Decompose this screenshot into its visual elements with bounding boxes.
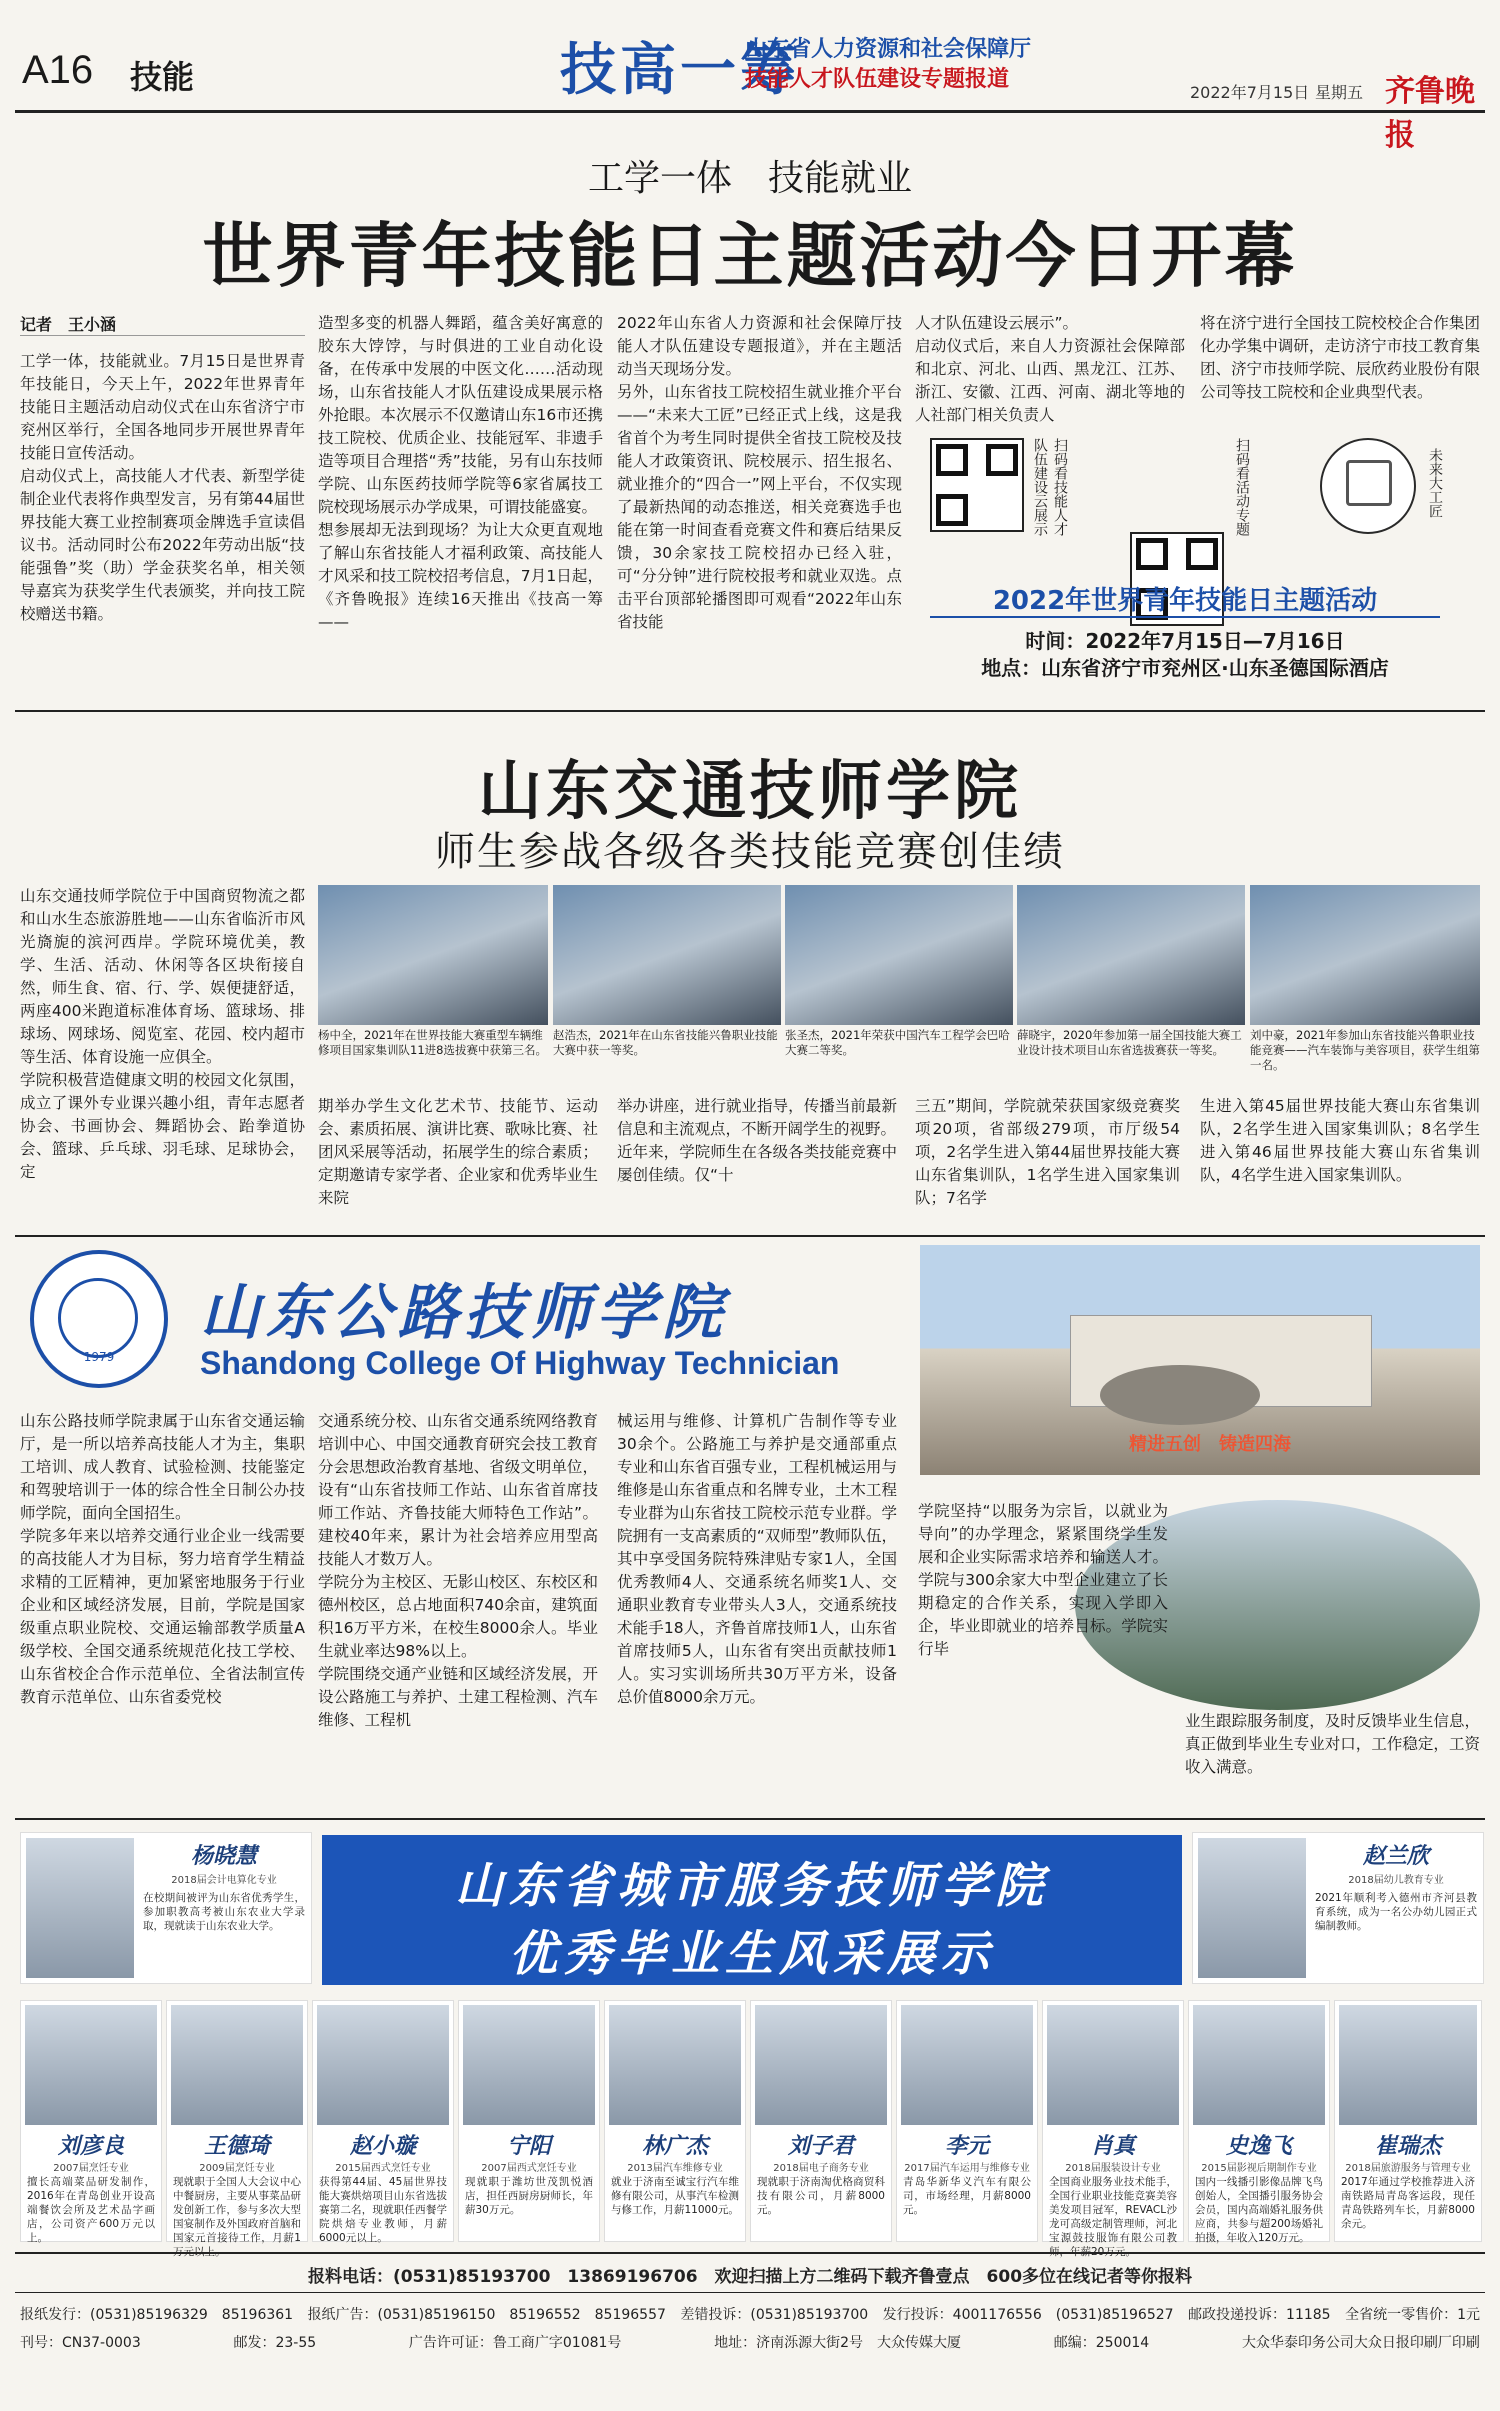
graduate-major: 2018届电子商务专业 (773, 2163, 869, 2174)
graduate-card (312, 2000, 454, 2242)
article2-col5: 生进入第45届世界技能大赛山东省集训队，2名学生进入国家集训队；8名学生进入第46届世界技能大赛山东省集训队，4名学生进入国家集训队。 (1200, 1097, 1480, 1184)
graduate-card (1188, 2000, 1330, 2242)
graduate-major: 2017届汽车运用与维修专业 (904, 2163, 1030, 2174)
qr1-label: 扫码看技能人才队伍建设云展示 (1032, 438, 1068, 536)
graduate-desc: 2021年顺利考入德州市齐河县教育系统，成为一名公办幼儿园正式编制教师。 (1315, 1892, 1477, 1932)
article1-byline: 记者 王小涵 (20, 312, 305, 336)
graduate-desc: 就业于济南至诚宝行汽车维修有限公司，从事汽车检测与修工作，月薪11000元。 (611, 2176, 739, 2216)
graduate-name: 肖真 (1090, 2133, 1135, 2159)
graduate-photo (463, 2005, 595, 2125)
footer-rule-top (15, 2252, 1485, 2254)
series-title: 技能人才队伍建设专题报道 (745, 67, 1010, 92)
graduate-desc: 现就职于全国人大会议中心中餐厨房，主要从事菜品研发创新工作，参与多次大型国宴制作及外国政府首脑和国家元首接待工作，月薪1 (173, 2176, 301, 2244)
future-craftsman-logo (1320, 438, 1416, 534)
graduate-major: 2018届幼儿教育专业 (1348, 1875, 1444, 1886)
footer-postal-complaint: 邮政投递投诉：11185 (1188, 2307, 1331, 2323)
graduate-major: 2007届烹饪专业 (53, 2163, 129, 2174)
graduate-desc: 2017年通过学校推荐进入济南铁路局青岛客运段，现任青岛铁路列车长，月薪8000余元。 (1341, 2176, 1475, 2230)
article3-col1: 山东公路技师学院隶属于山东省交通运输厅，是一所以培养高技能人才为主，集职工培训、成人教育、试验检测、技能鉴定和驾驶培训于一体的综合性全日制公办技师学院，面向全国招生。 学院多年来以培养交通行业企业一线需要的高技能人才为目标，努力培育学生精益求精的工匠精神，更加紧密地服务于行业企业和区域经济发展，目前，学院是国家级重点职业院校、交通运输部教学质量A级学校、全国交通系统规范化技工学校、山东省校企合作示范单位、全省法制宣传教育示范单位、山东省委党校 (20, 1412, 305, 1706)
article1-col2: 造型多变的机器人舞蹈，蕴含美好寓意的胶东大饽饽，与时俱进的工业自动化设备，在传承中发展的中医文化……活动现场，山东省技能人才队伍建设成果展示格外抢眼。本次展示不仅邀请山东16市还携技工院校、优质企业、技能冠军、非遗手造等项目合理搭“秀”技能，另有山东技师学院、山东医药技师学院等6家省属技工院校现场展示办学成果，可谓技能盛宴。 想参展却无法到现场？为让大众更直观地了解山东省技能人才福利政策、高技能人才风采和技工院校招考信息，7月1日起，《齐鲁晚报》连续16天推出《技高一筹—— (318, 314, 603, 631)
graduate-card (458, 2000, 600, 2242)
photo-yang-zhongquan (318, 885, 548, 1025)
banner-subtitle: 优秀毕业生风采展示 (508, 1926, 995, 1982)
graduate-name: 王德琦 (203, 2133, 270, 2159)
caption-photo-2: 赵浩杰，2021年在山东省技能兴鲁职业技能大赛中获一等奖。 (553, 1028, 778, 1057)
graduate-photo (901, 2005, 1033, 2125)
graduate-name: 赵兰欣 (1362, 1843, 1429, 1869)
graduate-card (20, 2000, 162, 2242)
qr3-label: 未来大工匠 (1427, 448, 1443, 518)
graduate-desc: 擅长高端菜品研发制作，2016年在青岛创业开设高端餐饮会所及艺术品字画店，公司资产600万元以上。 (27, 2176, 155, 2244)
graduate-photo (171, 2005, 303, 2125)
article2-headline: 山东交通技师学院 (478, 754, 1022, 829)
caption-photo-3: 张圣杰，2021年荣获中国汽车工程学会巴哈大赛二等奖。 (785, 1028, 1010, 1057)
footer-price: 全省统一零售价：1元 (1345, 2307, 1480, 2323)
article3-college-name: 山东公路技师学院 (200, 1278, 728, 1348)
event-place: 地点：山东省济宁市兖州区·山东圣德国际酒店 (981, 656, 1389, 680)
graduate-card (604, 2000, 746, 2242)
issue-date: 2022年7月15日 (1190, 83, 1310, 102)
graduate-name: 李元 (944, 2133, 989, 2159)
footer-zip: 邮编：250014 (1053, 2335, 1150, 2351)
footer-address: 地址：济南泺源大街2号 大众传媒大厦 (714, 2335, 962, 2351)
article3-col2: 交通系统分校、山东省交通系统网络教育培训中心、中国交通教育研究会技工教育分会思想政治教育基地、省级文明单位，设有“山东省技师工作站、山东省首席技师工作站、齐鲁技能大师特色工作站”。建校40年来，累计为社会培养应用型高技能人才数万人。 学院分为主校区、无影山校区、东校区和德州校区，总占地面积740余亩，建筑面积16万平方米，在校生8000余人。毕业生就业率达98%以上。 学院围绕交通产业链和区域经济发展，开设公路施工与养护、土建工程检测、汽车维修、工程机 (318, 1412, 598, 1729)
graduate-major: 2013届汽车维修专业 (627, 2163, 723, 2174)
section-name: 技能 (130, 58, 195, 96)
footer-issn: 刊号：CN37-0003 (20, 2335, 141, 2351)
article3-col5: 业生跟踪服务制度，及时反馈毕业生信息，真正做到毕业生专业对口，工作稳定，工资收入满意。 (1185, 1712, 1480, 1776)
graduate-photo (1339, 2005, 1477, 2125)
footer-postal-code: 邮发：23-55 (233, 2335, 317, 2351)
article1-col3: 2022年山东省人力资源和社会保障厅技能人才队伍建设专题报道》，并在主题活动当天现场分发。 另外，山东省技工院校招生就业推介平台——“未来大工匠”已经正式上线，这是我省首个为考生同时提供全省技工院校及技能人才政策资讯、院校展示、招生报名、就业推介的“四合一”网上平台，不仅实现了最新热闻的动态推送，相关竞赛选手也能在第一时间查看竞赛文件和赛后结果反馈，30余家技工院校招办已经入驻，可“分分钟”进行院校报考和就业双选。点击平台顶部轮播图即可观看“2022年山东省技能 (617, 314, 902, 631)
graduate-photo (1047, 2005, 1179, 2125)
photo-xue-xiaoyu (1017, 885, 1245, 1025)
graduate-major: 2015届西式烹饪专业 (335, 2163, 431, 2174)
article1-col5: 将在济宁进行全国技工院校校企合作集团化办学集中调研，走访济宁市技工教育集团、济宁市技师学院、辰欣药业股份有限公司等技工院校和企业典型代表。 (1200, 314, 1480, 401)
footer-line-2 (20, 2332, 1480, 2352)
graduate-major: 2018届会计电算化专业 (171, 1875, 277, 1886)
graduate-photo (1198, 1838, 1306, 1978)
footer-hotline: 报料电话：(0531)85193700 13869196706 欢迎扫描上方二维码下载齐鲁壹点 600多位在线记者等你报料 (307, 2267, 1193, 2287)
graduate-photo (1193, 2005, 1325, 2125)
graduate-name: 杨晓慧 (190, 1843, 257, 1869)
graduate-card-top-right (1192, 1832, 1484, 1984)
graduate-name: 史逸飞 (1225, 2133, 1292, 2159)
section-rule-2 (15, 1235, 1485, 1237)
footer-rule-mid (15, 2292, 1485, 2293)
series-logo: 技高一筹 (560, 37, 800, 103)
photo-liu-zhonghao (1250, 885, 1480, 1025)
footer-printer: 大众华泰印务公司大众日报印刷厂印刷 (1241, 2335, 1480, 2351)
seal-year: 1979 (83, 1350, 115, 1364)
graduate-desc: 国内一线播引影像品牌飞鸟创始人，全国播引服务协会会员，国内高端婚礼服务供应商，共参与超200场婚礼拍摄，年收入120万元。 (1195, 2176, 1323, 2244)
page-number: A16 (22, 48, 94, 92)
footer-ads: 报纸广告：(0531)85196150 85196552 85196557 (307, 2307, 666, 2323)
article2-col4: 三五”期间，学院就荣获国家级竞赛奖项20项，省部级279项，市厅级54项，2名学生进入第44届世界技能大赛山东省集训队，1名学生进入国家集训队；7名学 (915, 1097, 1180, 1207)
graduate-major: 2015届影视后期制作专业 (1201, 2163, 1317, 2174)
graduate-card (896, 2000, 1038, 2242)
graduate-photo (317, 2005, 449, 2125)
article2-subtitle: 师生参战各级各类技能竞赛创佳绩 (435, 829, 1065, 875)
qr-code-cloud-show[interactable] (930, 438, 1024, 532)
graduate-photo (609, 2005, 741, 2125)
footer-distribution: 报纸发行：(0531)85196329 85196361 (20, 2307, 294, 2323)
banner-college-name: 山东省城市服务技师学院 (454, 1858, 1049, 1914)
graduate-major: 2009届烹饪专业 (199, 2163, 275, 2174)
photo-campus-gate (920, 1245, 1480, 1475)
graduate-card (1042, 2000, 1184, 2242)
graduate-name: 崔瑞杰 (1374, 2133, 1441, 2159)
graduate-name: 赵小璇 (349, 2133, 416, 2159)
newspaper-logo: 齐鲁晚报 (1385, 74, 1475, 153)
caption-photo-1: 杨中全，2021年在世界技能大赛重型车辆维修项目国家集训队11进8选拔赛中获第三名。 (318, 1028, 547, 1057)
graduate-name: 宁阳 (506, 2133, 551, 2159)
footer-delivery-complaint: 发行投诉：4001176556 (0531)85196527 (882, 2307, 1174, 2323)
article1-kicker: 工学一体 技能就业 (587, 158, 912, 199)
footer-line-1 (20, 2304, 1480, 2324)
article1-col4: 人才队伍建设云展示”。 启动仪式后，来自人力资源社会保障部和北京、河北、山西、黑龙江、江苏、浙江、安徽、江西、河南、湖北等地的人社部门相关负责人 (915, 314, 1185, 424)
graduate-name: 林广杰 (641, 2133, 708, 2159)
graduate-desc: 在校期间被评为山东省优秀学生，参加职教高考被山东农业大学录取，现就读于山东农业大学。 (143, 1892, 305, 1932)
caption-photo-4: 薛晓宇，2020年参加第一届全国技能大赛工业设计技术项目山东省选拔赛获一等奖。 (1017, 1028, 1242, 1057)
graduate-card (166, 2000, 308, 2242)
article1-col1: 工学一体，技能就业。7月15日是世界青年技能日，今天上午，2022年世界青年技能日主题活动启动仪式在山东省济宁市兖州区举行，全国各地同步开展世界青年技能日宣传活动。 启动仪式上，高技能人才代表、新型学徒制企业代表将作典型发言，另有第44届世界技能大赛工业控制赛项金牌选手宣读倡议书。活动同时公布2022年劳动出版“技能强鲁”奖（助）学金获奖名单，相关领导嘉宾为获奖学生代表颁奖，并向技工院校赠送书籍。 (20, 352, 305, 623)
section-rule-3 (15, 1818, 1485, 1820)
article2-col1: 山东交通技师学院位于中国商贸物流之都和山水生态旅游胜地——山东省临沂市风光旖旎的滨河西岸。学院环境优美，教学、生活、活动、休闲等各区块衔接自然，师生食、宿、行、学、娱便捷舒适，两座400米跑道标准体育场、篮球场、排球场、网球场、阅览室、花园、校内超市等生活、体育设施一应俱全。 学院积极营造健康文明的校园文化氛围，成立了课外专业课兴趣小组，青年志愿者协会、书画协会、舞蹈协会、跆拳道协会、篮球、乒乓球、羽毛球、足球协会，定 (20, 887, 305, 1181)
event-title: 2022年世界青年技能日主题活动 (992, 586, 1378, 616)
article2-col3: 举办讲座，进行就业指导，传播当前最新信息和主流观点，不断开阔学生的视野。 近年来，学院师生在各级各类技能竞赛中屡创佳绩。仅“十 (617, 1097, 897, 1184)
article2-col2: 期举办学生文化艺术节、技能节、运动会、素质拓展、演讲比赛、歌咏比赛、社团风采展等活动，拓展学生的综合素质；定期邀请专家学者、企业家和优秀毕业生来院 (318, 1097, 598, 1207)
college-seal (30, 1250, 168, 1388)
footer-errata: 差错投诉：(0531)85193700 (680, 2307, 869, 2323)
gate-slogan: 精进五创 铸造四海 (1129, 1434, 1291, 1455)
event-time: 时间：2022年7月15日—7月16日 (1025, 629, 1345, 653)
graduate-name: 刘子君 (787, 2133, 854, 2159)
photo-zhang-shengjie (785, 885, 1013, 1025)
graduate-major: 2018届服装设计专业 (1065, 2163, 1161, 2174)
department-name: 山东省人力资源和社会保障厅 (745, 37, 1032, 62)
graduate-card (1334, 2000, 1482, 2242)
graduate-card-top-left (20, 1832, 312, 1984)
graduate-major: 2007届西式烹饪专业 (481, 2163, 577, 2174)
caption-photo-5: 刘中豪，2021年参加山东省技能兴鲁职业技能竞赛——汽车装饰与美容项目，获学生组第一名。 (1250, 1028, 1480, 1072)
section-rule-1 (15, 710, 1485, 712)
graduate-desc: 现就职于济南淘优格商贸科技有限公司，月薪8000元。 (757, 2176, 885, 2216)
graduate-photo (25, 2005, 157, 2125)
graduate-desc: 现就职于潍坊世茂凯悦酒店，担任西厨房厨师长，年薪30万元。 (465, 2176, 593, 2216)
graduate-desc: 青岛华新华义汽车有限公司，市场经理，月薪8000元。 (903, 2176, 1031, 2216)
graduate-name: 刘彦良 (57, 2133, 124, 2159)
issue-weekday: 星期五 (1315, 83, 1364, 102)
article3-col4: 学院坚持“以服务为宗旨，以就业为导向”的办学理念，紧紧围绕学生发展和企业实际需求培养和输送人才。学院与300余家大中型企业建立了长期稳定的合作关系，实现入学即入企，毕业即就业的培养目标。学院实行毕 (918, 1502, 1168, 1658)
qr2-label: 扫码看活动专题 (1234, 438, 1250, 536)
photo-zhao-haojie (553, 885, 781, 1025)
graduate-photo (755, 2005, 887, 2125)
graduate-card (750, 2000, 892, 2242)
footer-ad-license: 广告许可证：鲁工商广字01081号 (408, 2335, 622, 2351)
event-rule (930, 616, 1440, 618)
graduate-desc: 获得第44届、45届世界技能大赛烘焙项目山东省选拔赛第二名，现就职任西餐学院烘焙专业教师，月薪6000元以上。 (319, 2176, 447, 2244)
article3-col3: 械运用与维修、计算机广告制作等专业30余个。公路施工与养护是交通部重点专业和山东省百强专业，工程机械运用与维修是山东省重点和名牌专业，土木工程专业群为山东省技工院校示范专业群。学院拥有一支高素质的“双师型”教师队伍，其中享受国务院特殊津贴专家1人，全国优秀教师4人、交通系统名师奖1人、交通职业教育专业带头人3人，交通系统技术能手18人，齐鲁首席技师1人，山东省首席技师5人，山东省有突出贡献技师1人。实习实训场所共30万平方米，设备总价值8000余万元。 (617, 1412, 897, 1706)
article3-college-name-en: Shandong College Of Highway Technician (200, 1345, 840, 1381)
graduate-major: 2018届旅游服务与管理专业 (1345, 2163, 1471, 2174)
header-rule (15, 110, 1485, 113)
graduate-desc: 全国商业服务业技术能手，全国行业职业技能竞赛美容美发项目冠军，REVACL沙龙可高级定制管理师，河北宝源鼓技服饰有限公司教 (1049, 2176, 1177, 2244)
article1-headline: 世界青年技能日主题活动今日开幕 (202, 214, 1298, 297)
graduate-photo (26, 1838, 134, 1978)
